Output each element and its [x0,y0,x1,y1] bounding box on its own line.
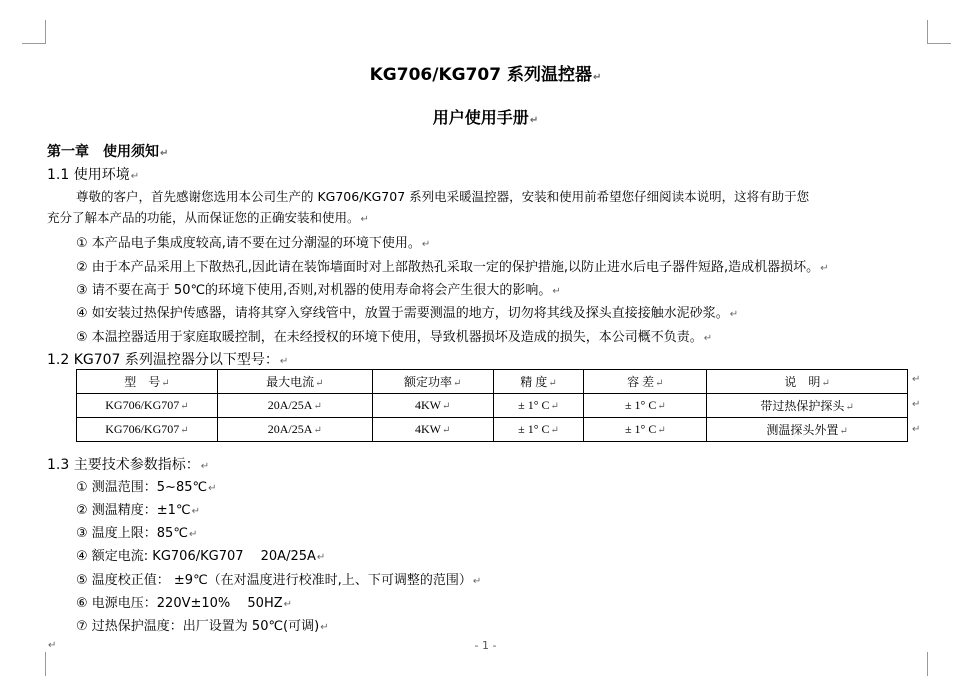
row-end-mark: ↵ [912,424,921,435]
spec-item: ⑥ 电源电压：220V±10% 50HZ↵ [76,596,293,611]
row-end-mark: ↵ [912,374,921,385]
section-heading-1-3: 1.3 主要技术参数指标：↵ [47,457,210,473]
intro-paragraph-line-2: 充分了解本产品的功能，从而保证您的正确安装和使用。↵ [47,210,369,225]
chapter-heading: 第一章 使用须知↵ [47,144,169,160]
table-header-cell: 最大电流↵ [217,370,372,394]
table-row [77,418,908,442]
table-cell: ± 1° C↵ [584,394,707,418]
note-item: ② 由于本产品采用上下散热孔,因此请在装饰墙面时对上部散热孔采取一定的保护措施,以防止进水后电子器件短路,造成机器损坏。↵ [76,260,829,275]
table-header-cell: 容 差↵ [584,370,707,394]
spec-item: ⑤ 温度校正值： ±9℃（在对温度进行校准时,上、下可调整的范围）↵ [76,573,482,588]
intro-paragraph-line-1: 尊敬的客户，首先感谢您选用本公司生产的 KG706/KG707 系列电采暖温控器，安装和使用前希望您仔细阅读本说明，这将有助于您 [76,189,810,204]
crop-mark-bottom-right-v [927,652,928,676]
table-cell: 4KW↵ [372,418,493,442]
table-cell: 带过热保护探头↵ [707,394,908,418]
table-header-row [77,370,908,394]
table-cell: 测温探头外置↵ [707,418,908,442]
section-heading-1-1: 1.1 使用环境↵ [47,167,140,183]
spec-item: ④ 额定电流: KG706/KG707 20A/25A↵ [76,549,326,564]
table-cell: ± 1° C↵ [584,418,707,442]
crop-mark-top-left-h [22,43,46,44]
crop-mark-top-right-v [927,20,928,44]
page-number: - 1 - [474,639,497,652]
crop-mark-bottom-left-v [45,652,46,676]
spec-item: ② 测温精度：±1℃↵ [76,503,200,518]
spec-item: ⑦ 过热保护温度：出厂设置为 50℃(可调)↵ [76,619,329,634]
table-cell: ± 1° C↵ [493,394,584,418]
table-cell: 4KW↵ [372,394,493,418]
document-subtitle: 用户使用手册↵ [432,108,539,127]
document-title: KG706/KG707 系列温控器↵ [369,65,602,85]
crop-mark-top-left-v [45,20,46,44]
table-cell: ± 1° C↵ [493,418,584,442]
note-item: ① 本产品电子集成度较高,请不要在过分潮湿的环境下使用。↵ [76,236,431,251]
spec-item: ③ 温度上限：85℃↵ [76,526,198,541]
table-cell: 20A/25A↵ [217,418,372,442]
crop-mark-top-right-h [927,43,951,44]
note-item: ③ 请不要在高于 50℃的环境下使用,否则,对机器的使用寿命将会产生很大的影响。↵ [76,283,561,298]
table-header-cell: 额定功率↵ [372,370,493,394]
spec-item: ① 测温范围：5~85℃↵ [76,480,217,495]
note-item: ④ 如安装过热保护传感器，请将其穿入穿线管中，放置于需要测温的地方，切勿将其线及探头直接接触水泥砂浆。↵ [76,306,739,321]
table-cell: KG706/KG707↵ [77,418,218,442]
table-cell: 20A/25A↵ [217,394,372,418]
footer-paragraph-mark: ↵ [48,640,57,651]
table-header-cell: 说 明↵ [707,370,908,394]
model-spec-table [76,369,908,442]
table-cell: KG706/KG707↵ [77,394,218,418]
table-header-cell: 型 号↵ [77,370,218,394]
row-end-mark: ↵ [912,399,921,410]
table-row [77,394,908,418]
section-heading-1-2: 1.2 KG707 系列温控器分以下型号：↵ [47,352,289,368]
table-header-cell: 精 度↵ [493,370,584,394]
note-item: ⑤ 本温控器适用于家庭取暖控制，在未经授权的环境下使用，导致机器损坏及造成的损失，本公司概不负责。↵ [76,330,713,345]
